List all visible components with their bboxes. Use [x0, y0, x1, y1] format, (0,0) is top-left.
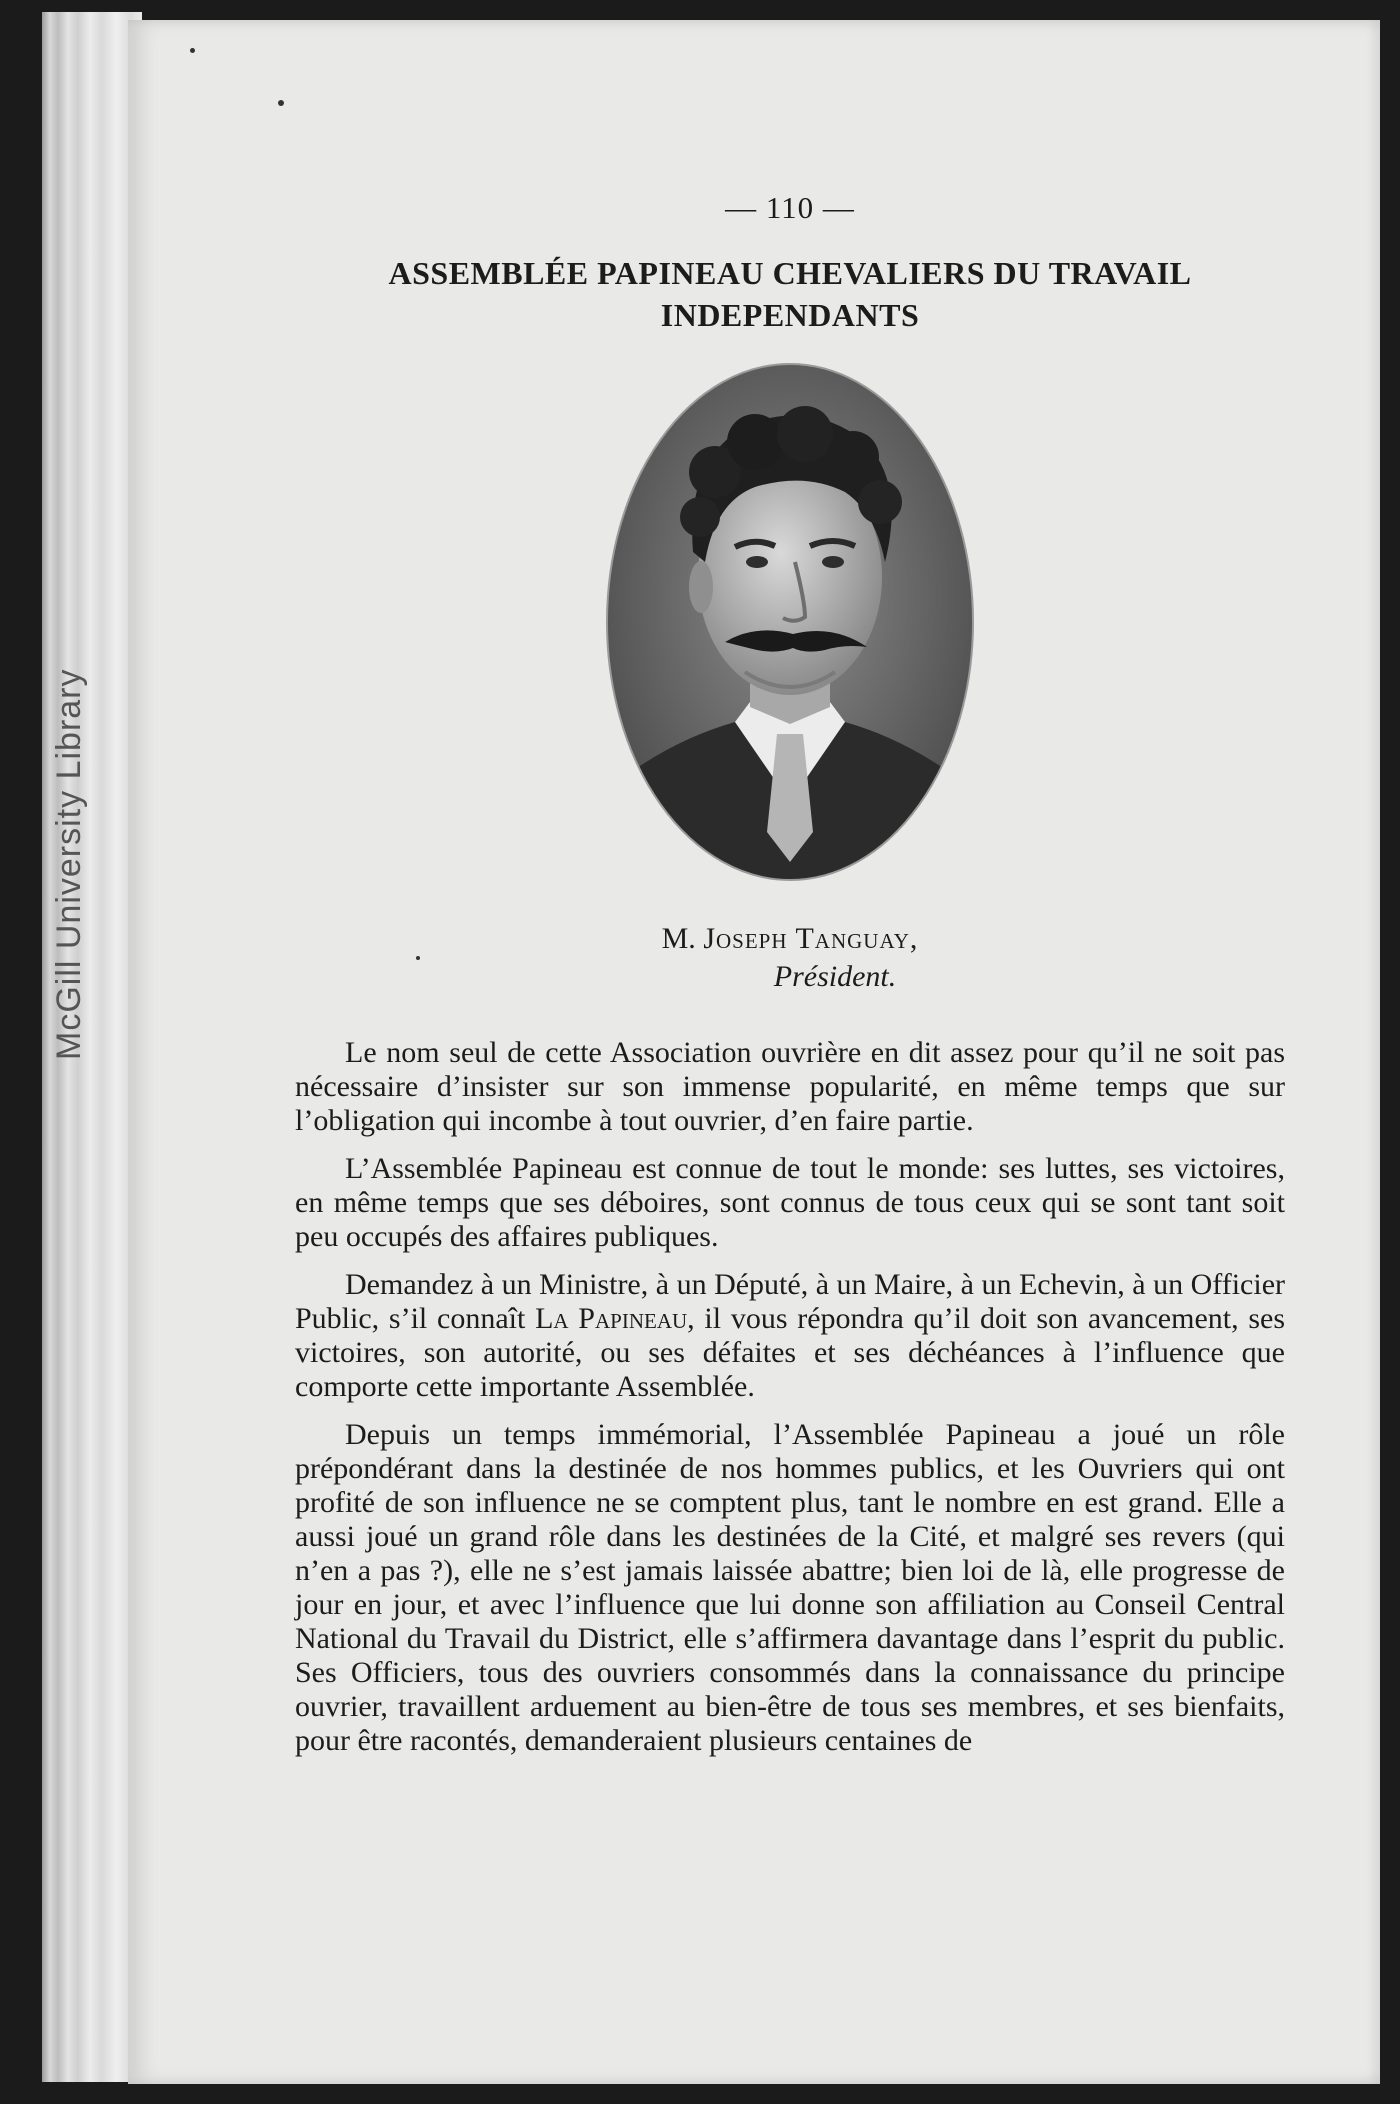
- paragraph-1: Le nom seul de cette Association ouvrière en dit assez pour qu’il ne soit pas nécessaire d’insister sur son immense popularité, en même temps que sur l’obligation qui incombe à tout ouvrier, d’en faire partie.: [295, 1036, 1285, 1137]
- caption-prefix: M.: [661, 922, 704, 955]
- page-number: — 110 —: [725, 190, 855, 225]
- portrait-illustration: [605, 362, 975, 882]
- caption-name: Joseph Tanguay,: [703, 922, 919, 955]
- paragraph-2: L’Assemblée Papineau est connue de tout le monde: ses luttes, ses victoires, en même temps que ses déboires, sont connus de tous ceux qui se sont tant soit peu occupés des affaires publiques.: [295, 1152, 1285, 1253]
- dust-speck: [190, 48, 195, 53]
- portrait-caption: [295, 920, 1285, 996]
- library-stamp-text: McGill University Library: [50, 668, 88, 1060]
- paragraph-3: [295, 1268, 1285, 1404]
- paragraph-3-start: Demandez à un Ministre, à un Député, à un Maire, à un Echevin, à un Officier Public, s’il connaît: [295, 1268, 1285, 1335]
- paragraph-3-smallcaps: La Papineau: [535, 1302, 688, 1335]
- heading-line-1: ASSEMBLÉE PAPINEAU CHEVALIERS DU TRAVAIL: [388, 255, 1192, 291]
- paragraph-3-end: , il vous répondra qu’il doit son avancement, ses victoires, son autorité, ou ses défaites et ses déchéances à l’influence que comporte cette importante Assemblée.: [295, 1302, 1286, 1403]
- heading-line-2: INDEPENDANTS: [660, 297, 920, 333]
- page-content: [295, 190, 1285, 1772]
- dust-speck: [278, 100, 284, 106]
- paragraph-4: Depuis un temps immémorial, l’Assemblée Papineau a joué un rôle prépondérant dans la destinée de nos hommes publics, et les Ouvriers qui ont profité de son influence ne se comptent plus, tant le nombre en est grand. Elle a aussi joué un grand rôle dans les destinées de la Cité, et malgré ses revers (qui n’en a pas ?), elle ne s’est jamais laissée abattre; bien loi de là, elle progresse de jour en jour, et avec l’influence que lui donne son affiliation au Conseil Central National du Travail du District, elle s’affirmera davantage dans l’esprit du public. Ses Officiers, tous des ouvriers consommés dans la connaissance du principe ouvrier, travaillent arduement au bien-être de tous ses membres, et ses bienfaits, pour être racontés, demanderaient plusieurs centaines de: [295, 1418, 1285, 1757]
- body-text: [295, 1036, 1285, 1758]
- section-heading: [295, 252, 1285, 336]
- portrait-photo: [605, 362, 975, 882]
- caption-role: Président.: [773, 960, 897, 993]
